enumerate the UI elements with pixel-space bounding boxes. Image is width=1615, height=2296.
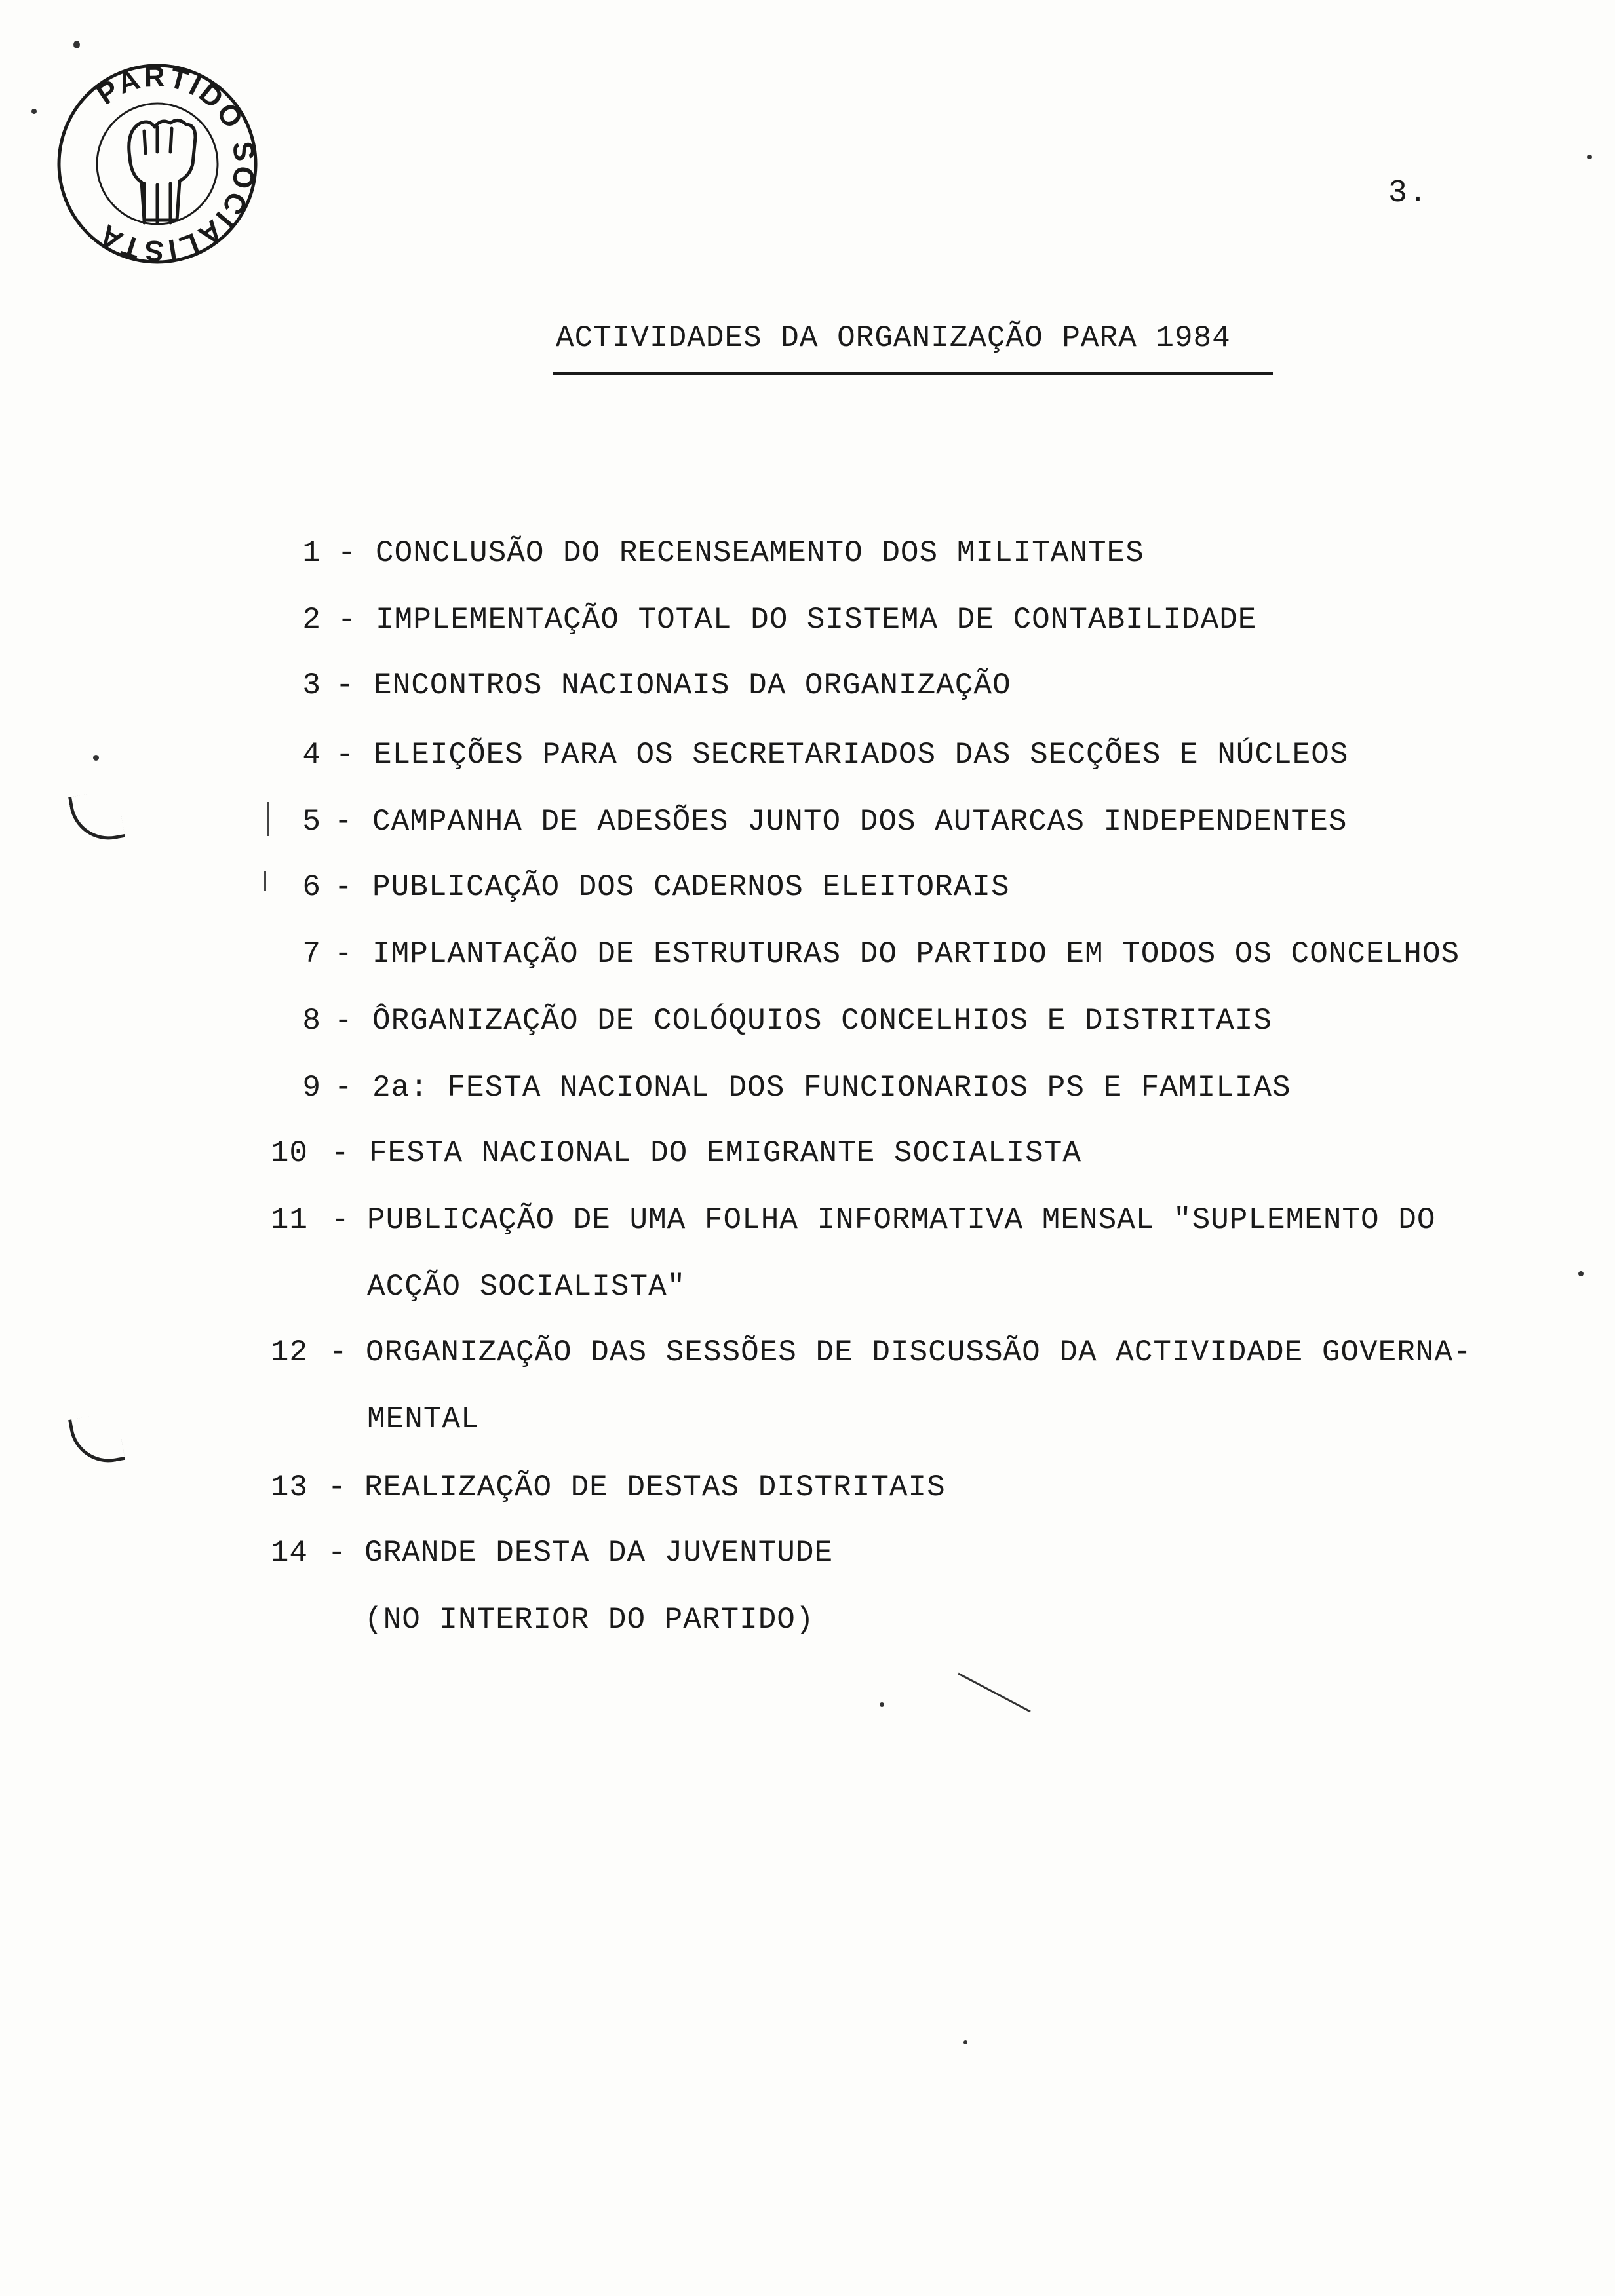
margin-line — [267, 802, 269, 836]
item-dash: - — [331, 1136, 350, 1170]
seal-text: PARTIDO SOCIALISTA — [90, 60, 261, 267]
item-text: IMPLANTAÇÃO DE ESTRUTURAS DO PARTIDO EM TODOS OS CONCELHOS — [372, 937, 1460, 971]
margin-mark — [68, 789, 125, 846]
item-continuation: (NO INTERIOR DO PARTIDO) — [364, 1603, 815, 1637]
partido-socialista-seal — [52, 59, 262, 269]
item-text: FESTA NACIONAL DO EMIGRANTE SOCIALISTA — [369, 1136, 1081, 1170]
item-text: ORGANIZAÇÃO DAS SESSÕES DE DISCUSSÃO DA ACTIVIDADE GOVERNA- — [366, 1335, 1472, 1369]
item-number: 10 — [270, 1136, 308, 1170]
fist-icon — [129, 120, 195, 223]
item-text: REALIZAÇÃO DE DESTAS DISTRITAIS — [364, 1470, 946, 1504]
margin-mark — [68, 1411, 125, 1468]
item-text: 2a: FESTA NACIONAL DOS FUNCIONARIOS PS E FAMILIAS — [372, 1071, 1291, 1105]
item-dash: - — [328, 1536, 347, 1570]
item-text: CONCLUSÃO DO RECENSEAMENTO DOS MILITANTES — [376, 536, 1144, 570]
item-dash: - — [338, 603, 357, 637]
page-number: 3. — [1388, 176, 1429, 211]
item-number: 1 — [302, 536, 321, 570]
item-text: ÔRGANIZAÇÃO DE COLÓQUIOS CONCELHIOS E DISTRITAIS — [372, 1004, 1273, 1038]
scan-speck — [73, 41, 80, 48]
scan-speck — [1587, 155, 1592, 159]
item-text: ELEIÇÕES PARA OS SECRETARIADOS DAS SECÇÕES E NÚCLEOS — [374, 738, 1349, 772]
item-text: PUBLICAÇÃO DOS CADERNOS ELEITORAIS — [372, 870, 1010, 904]
item-number: 12 — [270, 1335, 308, 1369]
item-dash: - — [334, 937, 353, 971]
scan-speck — [963, 2040, 967, 2044]
item-dash: - — [334, 805, 353, 839]
item-text: GRANDE DESTA DA JUVENTUDE — [364, 1536, 834, 1570]
item-dash: - — [334, 1004, 353, 1038]
item-text: IMPLEMENTAÇÃO TOTAL DO SISTEMA DE CONTABILIDADE — [376, 603, 1257, 637]
item-number: 4 — [302, 738, 321, 772]
item-dash: - — [336, 668, 355, 702]
item-text: CAMPANHA DE ADESÕES JUNTO DOS AUTARCAS INDEPENDENTES — [372, 805, 1348, 839]
item-text: PUBLICAÇÃO DE UMA FOLHA INFORMATIVA MENSAL "SUPLEMENTO DO — [367, 1203, 1436, 1237]
item-number: 6 — [302, 870, 321, 904]
item-dash: - — [338, 536, 357, 570]
item-number: 11 — [270, 1203, 308, 1237]
item-continuation: ACÇÃO SOCIALISTA" — [367, 1270, 686, 1304]
item-dash: - — [336, 738, 355, 772]
item-dash: - — [331, 1203, 350, 1237]
item-number: 2 — [302, 603, 321, 637]
item-dash: - — [334, 1071, 353, 1105]
item-number: 7 — [302, 937, 321, 971]
item-text: ENCONTROS NACIONAIS DA ORGANIZAÇÃO — [374, 668, 1011, 702]
item-number: 14 — [270, 1536, 308, 1570]
title-underline — [553, 372, 1273, 375]
item-dash: - — [329, 1335, 348, 1369]
scan-speck — [31, 109, 37, 114]
item-number: 8 — [302, 1004, 321, 1038]
scan-speck — [880, 1702, 884, 1707]
item-number: 5 — [302, 805, 321, 839]
item-number: 13 — [270, 1470, 308, 1504]
scan-speck — [93, 755, 99, 761]
item-number: 3 — [302, 668, 321, 702]
item-dash: - — [328, 1470, 347, 1504]
item-dash: - — [334, 870, 353, 904]
item-number: 9 — [302, 1071, 321, 1105]
document-title: ACTIVIDADES DA ORGANIZAÇÃO PARA 1984 — [556, 321, 1231, 355]
item-continuation: MENTAL — [367, 1402, 480, 1436]
scan-stroke — [957, 1671, 1036, 1717]
margin-line — [264, 871, 266, 891]
scan-speck — [1578, 1271, 1584, 1276]
